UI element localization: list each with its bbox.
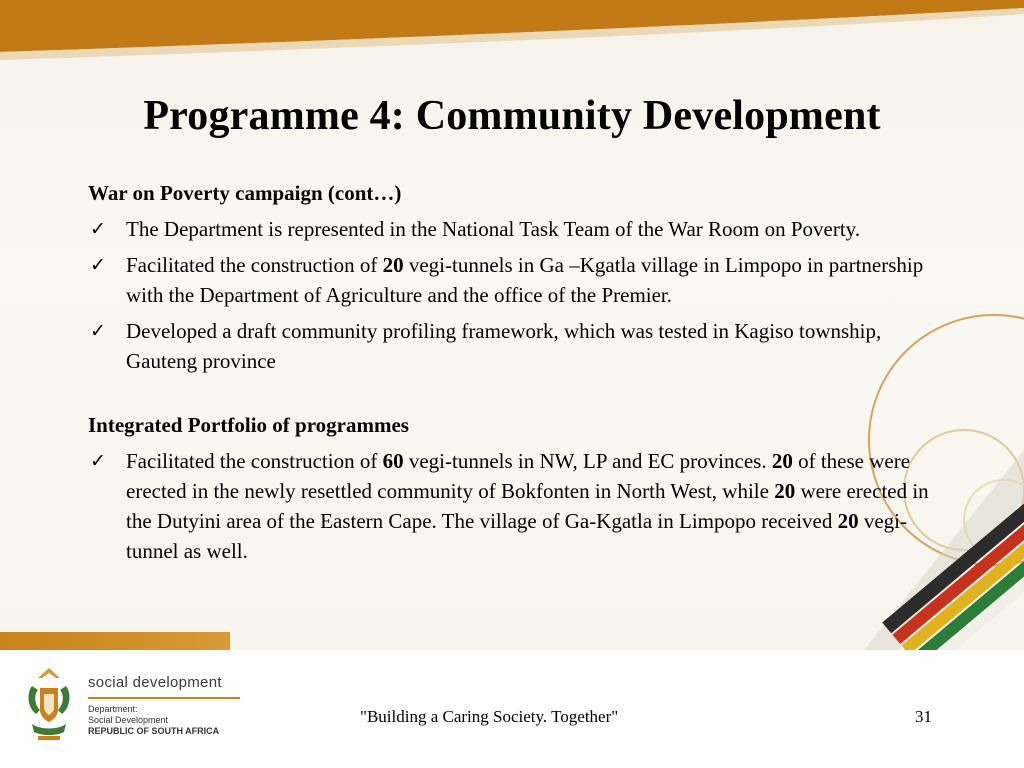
coat-of-arms-icon: [22, 664, 76, 744]
logo-line: REPUBLIC OF SOUTH AFRICA: [88, 726, 220, 736]
bullet-text: of these were erected in the newly resettled community of Bokfonten in North West, while: [126, 449, 911, 503]
top-decorative-band: [0, 0, 1024, 70]
bullet-number: 20: [771, 449, 793, 473]
bullet-text: were erected in the Dutyini area of the Eastern Cape. The village of Ga-Kgatla in Limpopo received: [126, 479, 929, 533]
bullet-number: 60: [382, 449, 404, 473]
bullet-number: 20: [382, 253, 404, 277]
slide-content: [88, 178, 948, 572]
bullet-item: [88, 446, 948, 566]
bullet-number: 20: [837, 509, 859, 533]
footer-tagline: "Building a Caring Society. Together": [360, 707, 619, 726]
department-logo: [22, 664, 252, 744]
bullet-text: Facilitated the construction of: [126, 449, 383, 473]
bullet-text: The Department is represented in the National Task Team of the War Room on Poverty.: [126, 217, 861, 241]
logo-line: Department:: [88, 704, 138, 714]
bullet-text: vegi-tunnels in NW, LP and EC provinces.: [403, 449, 772, 473]
logo-divider: [88, 697, 240, 699]
footer-accent-band: [0, 632, 230, 650]
bullet-text: vegi-tunnels in Ga –Kgatla village in Limpopo in partnership with the Department of Agriculture and the office of the Premier.: [126, 253, 924, 307]
bullet-item: [88, 250, 948, 310]
bullet-text: vegi-tunnel as well.: [126, 509, 908, 563]
bullet-item: [88, 316, 948, 376]
bullet-number: 20: [774, 479, 796, 503]
bullet-text: Facilitated the construction of: [126, 253, 383, 277]
bullet-item: [88, 214, 948, 244]
checkmark-icon: ✓: [90, 254, 106, 276]
logo-department-text: [88, 704, 219, 737]
section-heading-war-on-poverty: War on Poverty campaign (cont…): [88, 181, 402, 205]
slide-title: Programme 4: Community Development: [143, 93, 881, 139]
checkmark-icon: ✓: [90, 450, 106, 472]
section-heading-integrated-portfolio: Integrated Portfolio of programmes: [88, 413, 409, 437]
checkmark-icon: ✓: [90, 218, 106, 240]
logo-title: social development: [88, 674, 222, 691]
logo-line: Social Development: [88, 715, 169, 725]
bullet-text: Developed a draft community profiling framework, which was tested in Kagiso township, Gauteng province: [126, 319, 882, 373]
page-number: 31: [915, 707, 932, 726]
checkmark-icon: ✓: [90, 320, 106, 342]
